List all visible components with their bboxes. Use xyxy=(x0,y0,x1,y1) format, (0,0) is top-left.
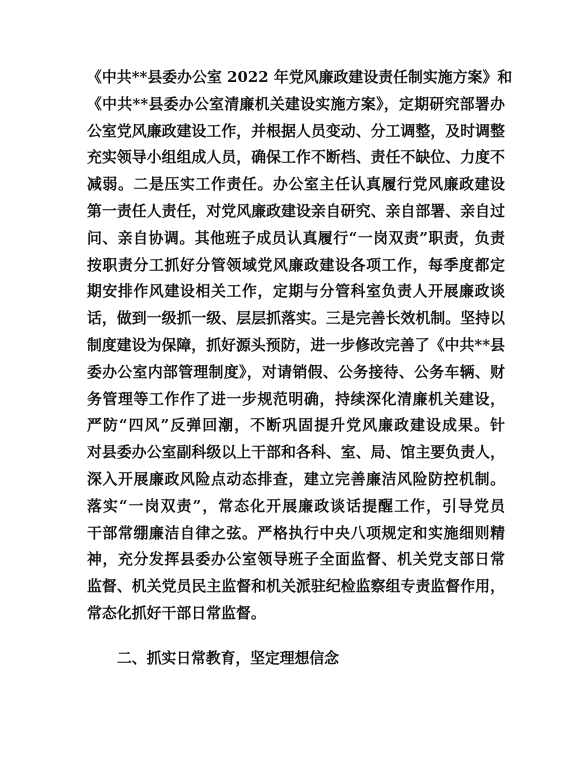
paragraph-line: 话，做到一级抓一级、层层抓落实。三是完善长效机制。坚持以 xyxy=(87,310,505,328)
section-heading: 二、抓实日常教育，坚定理想信念 xyxy=(117,650,339,667)
paragraph-line: 《中共**县委办公室 2022 年党风廉政建设责任制实施方案》和 xyxy=(87,69,513,86)
body-paragraph xyxy=(87,65,513,628)
paragraph-line: 务管理等工作作了进一步规范明确，持续深化清廉机关建设， xyxy=(87,390,505,408)
paragraph-line: 严防“四风”反弹回潮，不断巩固提升党风廉政建设成果。针 xyxy=(87,417,505,435)
paragraph-line: 期安排作风建设相关工作，定期与分管科室负责人开展廉政谈 xyxy=(87,283,505,301)
paragraph-line: 问、亲自协调。其他班子成员认真履行“一岗双责”职责，负责 xyxy=(87,229,505,247)
paragraph-line: 制度建设为保障，抓好源头预防，进一步修改完善了《中共**县 xyxy=(87,336,505,354)
paragraph-line: 常态化抓好干部日常监督。 xyxy=(87,604,266,622)
paragraph-line: 监督、机关党员民主监督和机关派驻纪检监察组专责监督作用， xyxy=(87,578,505,596)
paragraph-line: 减弱。二是压实工作责任。办公室主任认真履行党风廉政建设 xyxy=(87,176,505,194)
paragraph-line: 神，充分发挥县委办公室领导班子全面监督、机关党支部日常 xyxy=(87,551,505,569)
paragraph-line: 《中共**县委办公室清廉机关建设实施方案》，定期研究部署办 xyxy=(87,95,505,113)
paragraph-line: 按职责分工抓好分管领域党风廉政建设各项工作，每季度都定 xyxy=(87,256,505,274)
paragraph-line: 落实“一岗双责”，常态化开展廉政谈话提醒工作，引导党员 xyxy=(87,497,505,515)
paragraph-line: 公室党风廉政建设工作，并根据人员变动、分工调整，及时调整 xyxy=(87,122,505,140)
paragraph-line: 委办公室内部管理制度》，对请销假、公务接待、公务车辆、财 xyxy=(87,363,505,381)
paragraph-line: 第一责任人责任，对党风廉政建设亲自研究、亲自部署、亲自过 xyxy=(87,202,505,220)
paragraph-line: 对县委办公室副科级以上干部和各科、室、局、馆主要负责人， xyxy=(87,444,505,462)
paragraph-line: 深入开展廉政风险点动态排查，建立完善廉洁风险防控机制。 xyxy=(87,470,505,488)
paragraph-line: 充实领导小组组成人员，确保工作不断档、责任不缺位、力度不 xyxy=(87,149,505,167)
paragraph-line: 干部常绷廉洁自律之弦。严格执行中央八项规定和实施细则精 xyxy=(87,524,505,542)
